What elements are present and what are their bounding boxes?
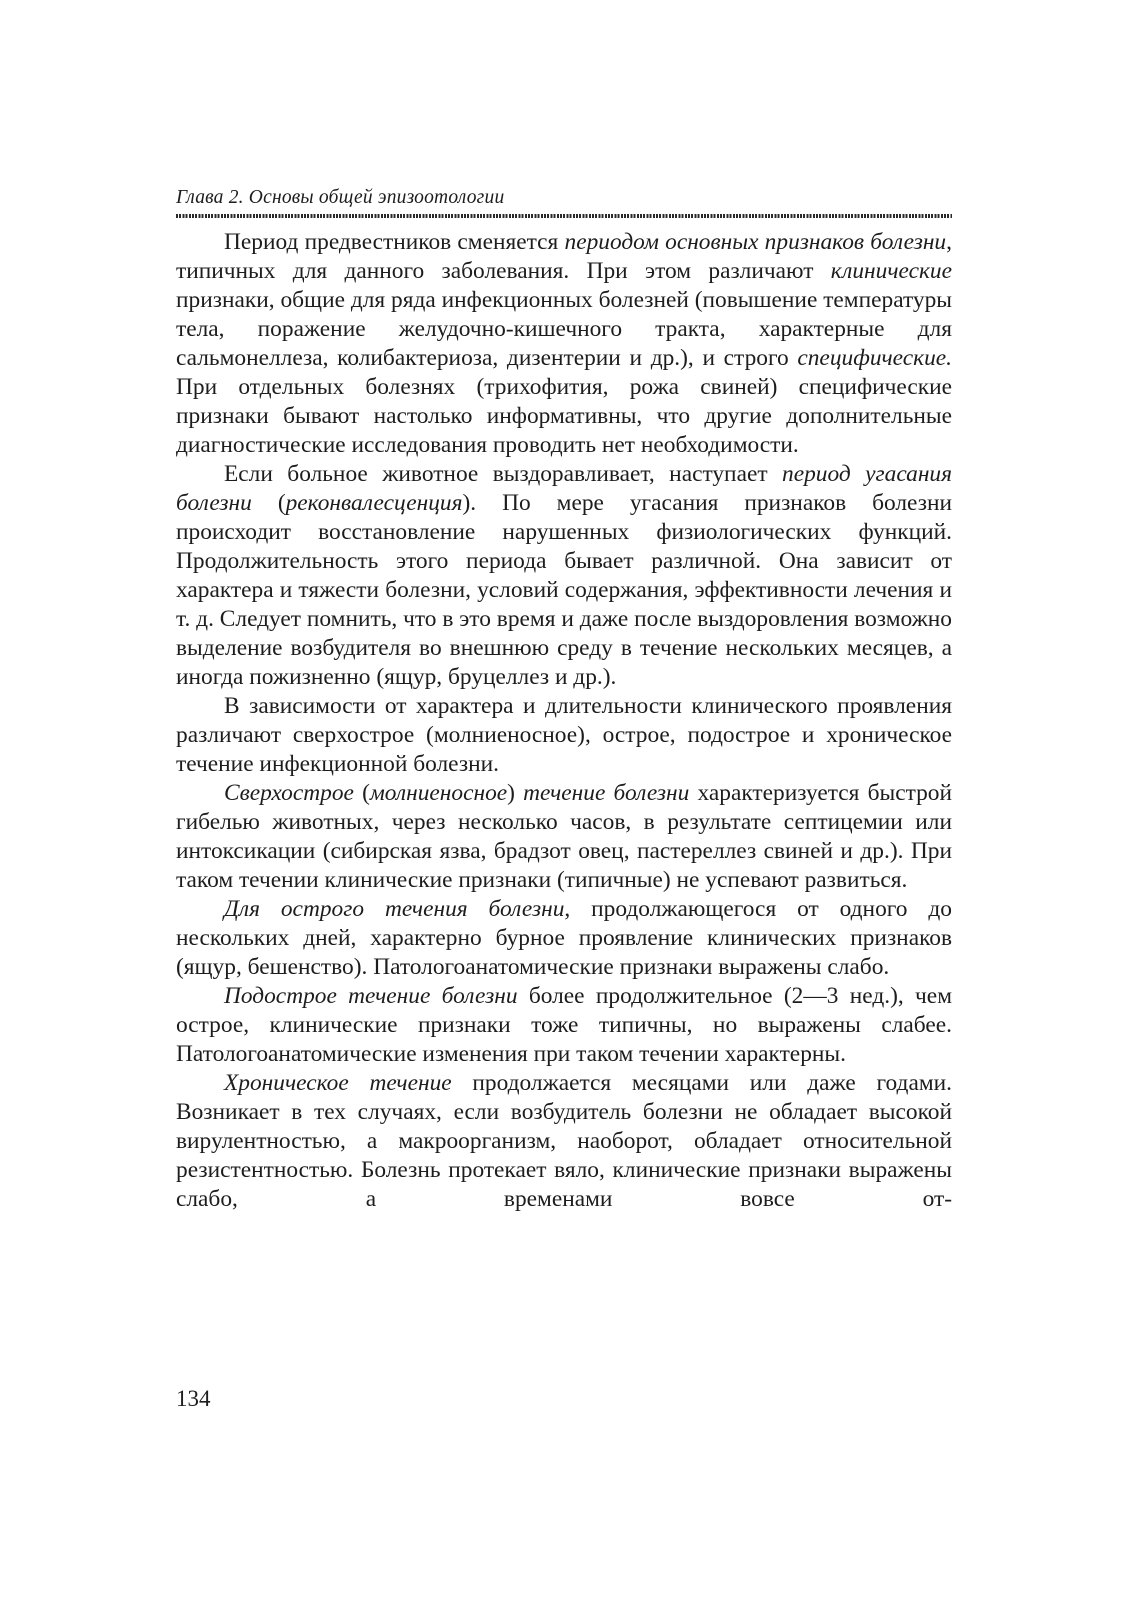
italic-term: специфические. [797,345,952,371]
italic-term: период угасания болезни [176,461,952,516]
text-run: В зависимости от характера и длительности клинического проявления различают сверхострое (молниеносное), острое, подострое и хроническое течение инфекционной болезни. [176,693,952,777]
italic-term: Сверхострое [224,780,354,806]
text-run: При отдельных болезнях (трихофития, рожа свиней) специфические признаки бывают настолько информативны, что другие дополнительные диагностические исследования проводить нет необходимости. [176,374,952,458]
italic-term: Подострое течение болезни [224,983,518,1009]
italic-term: молниеносное [369,780,508,806]
text-run: ) [507,780,524,806]
text-run: , типичных для данного заболевания. При этом различают [176,229,952,284]
paragraph [176,895,952,982]
italic-term: периодом основных признаков болезни [564,229,947,255]
body-text [176,228,952,1214]
paragraph [176,982,952,1069]
italic-term: Хроническое течение [224,1070,452,1096]
text-run: продолжается месяцами или даже годами. Возникает в тех случаях, если возбудитель болезни не обладает высокой вирулентностью, а макроорганизм, наоборот, обладает относительной резистентностью. Болезнь протекает вяло, клинические признаки выражены слабо, а временами вовсе от- [176,1070,952,1212]
text-run: характеризуется быстрой гибелью животных, через несколько часов, в результате септицемии или интоксикации (сибирская язва, брадзот овец, пастереллез свиней и др.). При таком течении клинические признаки (типичные) не успевают развиться. [176,780,953,893]
paragraph [176,692,952,779]
text-run: ). По мере угасания признаков болезни происходит восстановление нарушенных физиологических функций. Продолжительность этого периода бывает различной. Она зависит от характера и тяжести болезни, условий содержания, эффективности лечения и т. д. Следует помнить, что в это время и даже после выздоровления возможно выделение возбудителя во внешнюю среду в течение нескольких месяцев, а иногда пожизненно (ящур, бруцеллез и др.). [176,490,952,690]
text-run: Период предвестников сменяется [224,229,565,255]
paragraph [176,1069,952,1214]
italic-term: Для острого течения болезни [224,896,565,922]
paragraph [176,779,952,895]
header-rule [176,214,952,218]
running-head: Глава 2. Основы общей эпизоотологии [176,187,505,208]
text-run: , продолжающегося от одного до нескольких дней, характерно бурное проявление клинических признаков (ящур, бешенство). Патологоанатомические признаки выражены слабо. [176,896,952,980]
italic-term: течение болезни [523,780,690,806]
italic-term: клинические [830,258,952,284]
page-number: 134 [176,1386,211,1411]
paragraph [176,460,952,692]
text-run: более продолжительное (2—3 нед.), чем острое, клинические признаки тоже типичны, но выражены слабее. Патологоанатомические изменения при таком течении характерны. [176,983,952,1067]
paragraph [176,228,952,460]
text-run: ( [353,780,370,806]
italic-term: реконвалесценция [285,490,463,516]
text-run: ( [251,490,286,516]
text-run: Если больное животное выздоравливает, наступает [224,461,783,487]
text-run: признаки, общие для ряда инфекционных болезней (повышение температуры тела, поражение желудочно-кишечного тракта, характерные для сальмонеллеза, колибактериоза, дизентерии и др.), и строго [176,287,952,371]
